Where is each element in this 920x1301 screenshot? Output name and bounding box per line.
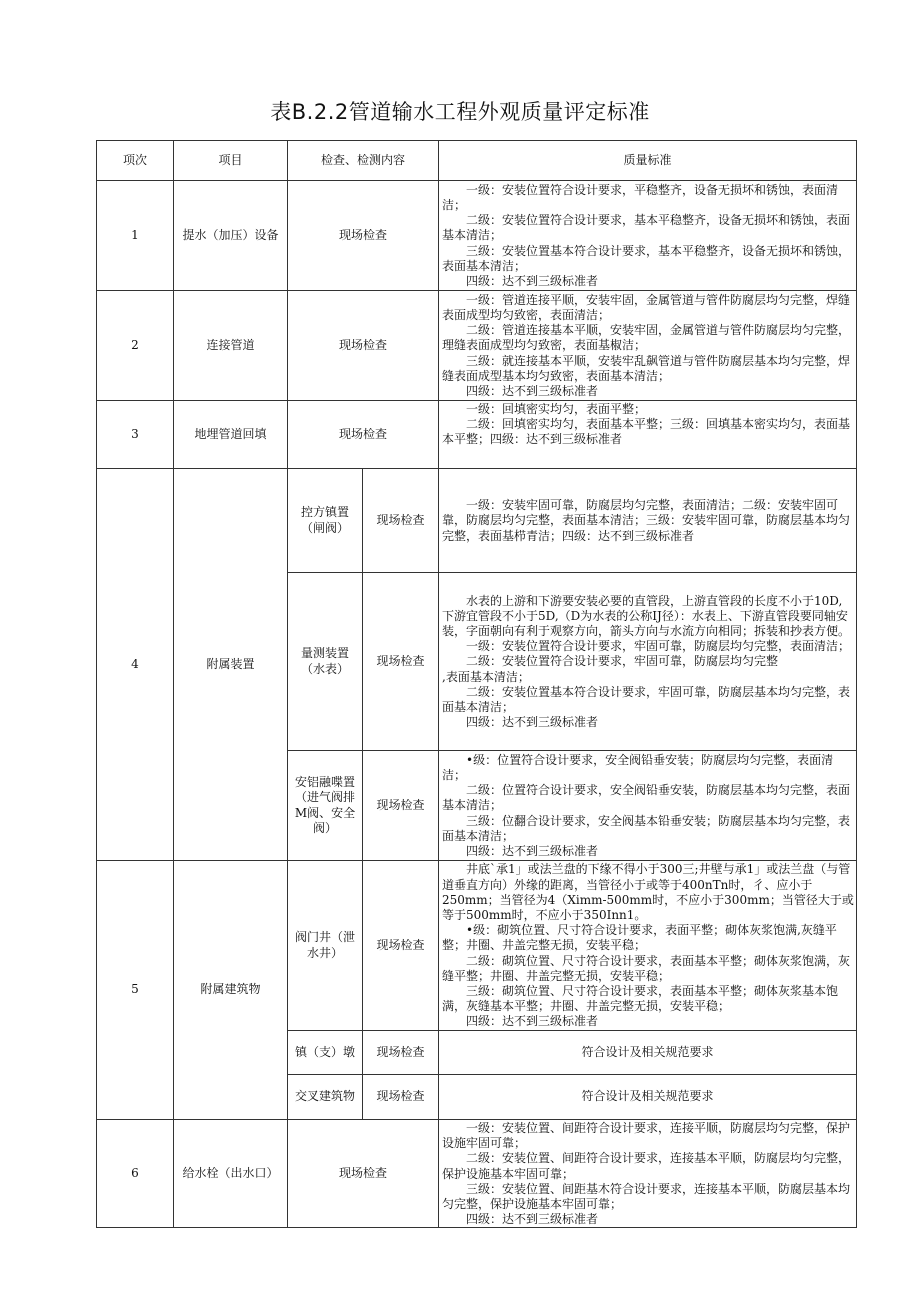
row-item: 连接管道 (174, 291, 288, 401)
sub-check: 现场检查 (363, 1031, 439, 1075)
row-no: 4 (97, 469, 174, 861)
standard-line: 二级：回填密实均匀，表面基本平整；三级：回填基本密实均匀，表面基本平整；四级：达不到三级标准者 (442, 417, 851, 447)
row-standard (439, 291, 857, 401)
row-standard (439, 401, 857, 469)
standard-line: 三级：安装位置、间距基木符合设计要求，连接基本平顺，防腐层基本均匀完整，保护设施基本牢固可靠； (442, 1181, 851, 1212)
standard-line: 三级：安装位置基本符合设计要求，基本平稳整齐，设备无损坏和锈蚀，表面基本清洁； (442, 243, 851, 273)
row-standard (439, 751, 857, 861)
row-check: 现场检查 (288, 291, 439, 401)
table-row (97, 469, 857, 573)
standard-line: 井底`承1」或法兰盘的下缘不得小于300三;井壁与承1」或法兰盘（与管道垂直方向）外缘的距离，当管径小于或等于400nTn时，彳、应小于250mm；当管径为4（Ximm-500mm时，不应小于300mm；当管径大于或等于500mm时，不应小于350Inn1。 (442, 862, 854, 922)
row-standard (439, 573, 857, 751)
row-check: 现场检查 (288, 181, 439, 291)
standard-line: 一级：管道连接平顺，安装牢固，金属管道与管件防腐层均匀完整，焊缝表面成型均匀致密，表面清洁； (442, 292, 851, 322)
standard-line: 二级：安装位置基本符合设计要求，牢固可靠，防腐层基本均匀完整，表面基本清洁； (442, 684, 851, 714)
table-row (97, 401, 857, 469)
standard-line: 四级：达不到三级标准者 (466, 274, 599, 288)
sub-item: 量测装置（水表） (288, 573, 363, 751)
standard-line: 四级：达不到三级标准者 (466, 715, 599, 730)
row-no: 5 (97, 861, 174, 1120)
row-item: 给水栓（出水口） (174, 1120, 288, 1228)
header-item: 项目 (174, 141, 288, 181)
header-check: 检查、检测内容 (288, 141, 439, 181)
sub-check: 现场检查 (363, 861, 439, 1031)
standard-line: 三级：位翻合设计要求，安全阀基本铅垂安装；防腐层基本均匀完整，表面基本清洁； (442, 813, 851, 843)
row-standard (439, 181, 857, 291)
quality-standard-table (96, 140, 857, 1228)
standard-line: 二级：管道连接基本平顺，安装牢固，金属管道与管件防腐层均匀完整，理缝表面成型均匀致密，表面基椒洁； (442, 323, 851, 353)
standard-line: 四级：达不到三级标准者 (466, 1212, 599, 1227)
header-row (97, 141, 857, 181)
standard-line: 二级：位置符合设计要求，安全阀铅垂安装，防腐层基本均匀完整，表面基本清洁； (442, 783, 851, 813)
sub-check: 现场检查 (363, 573, 439, 751)
sub-check: 现场检查 (363, 751, 439, 861)
sub-check: 现场检查 (363, 469, 439, 573)
row-no: 1 (97, 181, 174, 291)
row-standard: 符合设计及相关规范要求 (439, 1075, 857, 1120)
row-check: 现场检查 (288, 1120, 439, 1228)
sub-item: 安铝融喋置（进气阀排M阀、安全阀） (288, 751, 363, 861)
page-title: 表B.2.2管道输水工程外观质量评定标准 (270, 100, 650, 124)
standard-line: •级：位置符合设计要求，安全阀铅垂安装；防腐层均匀完整，表面清洁； (442, 752, 834, 782)
table-row (97, 861, 857, 1031)
standard-line: 二级：安装位置、间距符合设计要求，连接基本平顺，防腐层均匀完整，保护设施基本牢固可靠； (442, 1151, 851, 1181)
standard-line: 四级：达不到三级标准者 (466, 384, 599, 398)
sub-item: 镇（支）墩 (288, 1031, 363, 1075)
standard-line: 三级：就连接基本平顺，安装牢乱飙管道与管件防腐层基本均匀完整，焊缝表面成型基本均匀致密，表面基本清洁； (442, 353, 851, 383)
row-item: 提水（加压）设备 (174, 181, 288, 291)
table-row (97, 291, 857, 401)
row-item: 地埋管道回填 (174, 401, 288, 469)
row-standard (439, 1120, 857, 1228)
standard-line: ,表面基本清洁； (442, 669, 530, 684)
standard-line: 二级：安装位置符合设计要求，基本平稳整齐，设备无损坏和锈蚀，表面基本清洁； (442, 213, 851, 243)
sub-item: 交叉建筑物 (288, 1075, 363, 1120)
header-standard: 质量标准 (439, 141, 857, 181)
row-no: 3 (97, 401, 174, 469)
row-standard (439, 469, 857, 573)
sub-check: 现场检查 (363, 1075, 439, 1120)
sub-item: 阀门井（泄水井） (288, 861, 363, 1031)
header-no: 项次 (97, 141, 174, 181)
standard-line: 三级：砌筑位置、尺寸符合设计要求，表面基本平整；砌体灰浆基本饱满，灰缝基本平整；井圈、井盖完整无损，安装平稳； (442, 984, 839, 1014)
row-check: 现场检查 (288, 401, 439, 469)
row-item: 附属装置 (174, 469, 288, 861)
row-no: 6 (97, 1120, 174, 1228)
row-standard: 符合设计及相关规范要求 (439, 1031, 857, 1075)
table-row (97, 181, 857, 291)
standard-line: 一级：安装位置符合设计要求，牢固可靠，防腐层均匀完整，表面清洁； (466, 639, 851, 654)
standard-line: 四级：达不到三级标准者 (466, 844, 599, 858)
standard-line: 一级：安装牢固可靠，防腐层均匀完整，表面清洁；二级：安装牢固可靠，防腐层均匀完整，表面基本清洁；三级：安装牢固可靠，防腐层基本均匀完整，表面基栉青洁；四级：达不到三级标准者 (442, 498, 851, 543)
sub-item: 控方镇置（闸阀） (288, 469, 363, 573)
row-standard (439, 861, 857, 1031)
standard-line: 水表的上游和下游要安装必要的直管段，上游直管段的长度不小于10D,下游宜管段不小于5D,（D为水表的公称IJ径）：水表上、下游直管段要同轴安装，字面朝向有利于观察方向，箭头方向与水流方向相同；拆装和抄表方便。 (442, 593, 851, 638)
row-no: 2 (97, 291, 174, 401)
standard-line: 一级：回填密实均匀，表面平整； (466, 402, 647, 416)
standard-line: 二级：安装位置符合设计要求，牢固可靠，防腐层均匀完整 (466, 654, 779, 669)
standard-line: 一级：安装位置符合设计要求，平稳整齐，设备无损坏和锈蚀，表面清洁； (442, 182, 839, 212)
standard-line: 一级：安装位置、间距符合设计要求，连接平顺，防腐层均匀完整，保护设施牢固可靠； (442, 1121, 851, 1151)
standard-line: 二级：砌筑位置、尺寸符合设计要求，表面基本平整；砌体灰浆饱满，灰缝平整；井圈、井盖完整无损，安装平稳； (442, 953, 851, 983)
standard-line: •级：砌筑位置、尺寸符合设计要求，表面平整；砌体灰浆饱满,灰缝平整；井圈、井盖完整无损，安装平稳； (442, 923, 837, 953)
table-row (97, 1120, 857, 1228)
row-item: 附属建筑物 (174, 861, 288, 1120)
standard-line: 四级：达不到三级标准者 (466, 1014, 599, 1029)
